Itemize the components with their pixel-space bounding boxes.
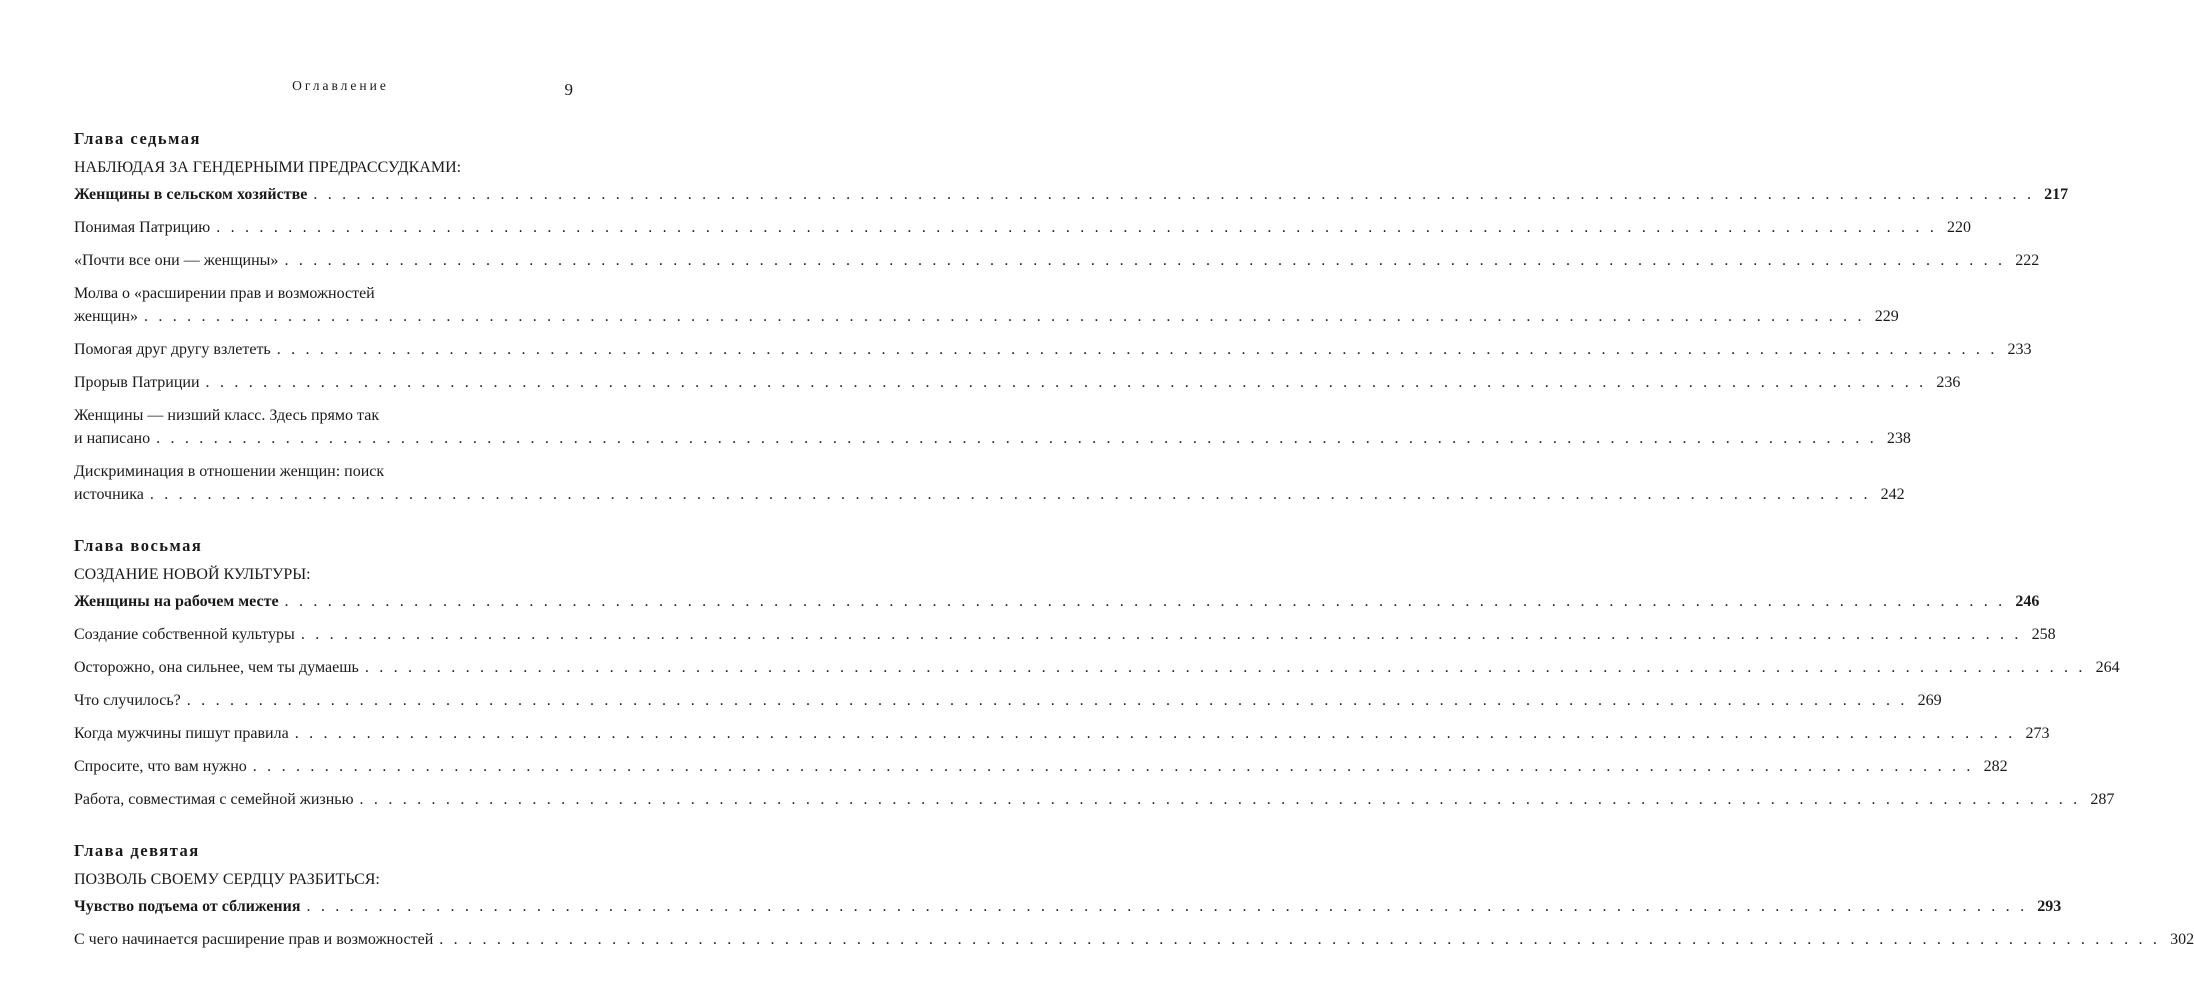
chapter-section [74,127,2069,506]
toc-entry-page: 233 [2007,341,2032,358]
page-number: 9 [564,80,573,99]
dot-leader: . . . . . . . . . . . . . . . . . . . . . . . . . . . . . . . . . . . . . . . . . . . . . . . . . . . . . . . . . . . . . . . . . . . . . . . . . . . . . . . . . . . . . . . . . . . . . . . . . . . . . . . . . . . . . . . . . . . . . . . . [306,898,2028,915]
toc-entry-title: Осторожно, она сильнее, чем ты думаешь [74,659,359,676]
toc-entry-page: 302 [2170,931,2194,948]
toc-entry-line: Молва о «расширении прав и возможностей [74,285,375,302]
dot-leader: . . . . . . . . . . . . . . . . . . . . . . . . . . . . . . . . . . . . . . . . . . . . . . . . . . . . . . . . . . . . . . . . . . . . . . . . . . . . . . . . . . . . . . . . . . . . . . . . . . . . . . . . . . . . . . . . . . . . . . . . [205,374,1927,391]
toc-entry-title: источника [74,486,144,503]
toc-entry-title: Что случилось? [74,692,181,709]
toc-entry[interactable] [74,338,2032,361]
toc-entry-title: С чего начинается расширение прав и возможностей [74,931,434,948]
toc-entry-page: 217 [2044,186,2069,203]
toc-entry-page: 242 [1880,486,1905,503]
toc-entry[interactable] [74,183,2069,206]
toc-entry-page: 282 [1983,758,2008,775]
toc-entry[interactable] [74,404,1911,450]
dot-leader: . . . . . . . . . . . . . . . . . . . . . . . . . . . . . . . . . . . . . . . . . . . . . . . . . . . . . . . . . . . . . . . . . . . . . . . . . . . . . . . . . . . . . . . . . . . . . . . . . . . . . . . . . . . . . . . . . . . . . . . . [284,252,2006,269]
toc-entry-page: 258 [2031,626,2056,643]
toc-entry[interactable] [74,755,2008,778]
toc-entry-page: 264 [2095,659,2120,676]
chapter-title: НАБЛЮДАЯ ЗА ГЕНДЕРНЫМИ ПРЕДРАССУДКАМИ: [74,159,462,176]
toc-entry-title: Женщины в сельском хозяйстве [74,186,308,203]
chapter-label: Глава девятая [74,841,200,860]
dot-leader: . . . . . . . . . . . . . . . . . . . . . . . . . . . . . . . . . . . . . . . . . . . . . . . . . . . . . . . . . . . . . . . . . . . . . . . . . . . . . . . . . . . . . . . . . . . . . . . . . . . . . . . . . . . . . . . . . . . . . . . . [143,308,1865,325]
toc-entry-title: Работа, совместимая с семейной жизнью [74,791,354,808]
toc-entry-title: Когда мужчины пишут правила [74,725,289,742]
toc-entry-page: 220 [1947,219,1972,236]
toc-entry-page: 246 [2015,593,2040,610]
running-head: Оглавление [292,78,389,93]
dot-leader: . . . . . . . . . . . . . . . . . . . . . . . . . . . . . . . . . . . . . . . . . . . . . . . . . . . . . . . . . . . . . . . . . . . . . . . . . . . . . . . . . . . . . . . . . . . . . . . . . . . . . . . . . . . . . . . . . . . . . . . . [313,186,2035,203]
toc-entry[interactable] [74,689,1942,712]
toc-entry[interactable] [74,928,2194,951]
toc-entry[interactable] [74,590,2040,613]
table-of-contents [74,127,2194,979]
toc-entry-line: Женщины — низший класс. Здесь прямо так [74,407,380,424]
toc-entry[interactable] [74,282,1899,328]
dot-leader: . . . . . . . . . . . . . . . . . . . . . . . . . . . . . . . . . . . . . . . . . . . . . . . . . . . . . . . . . . . . . . . . . . . . . . . . . . . . . . . . . . . . . . . . . . . . . . . . . . . . . . . . . . . . . . . . . . . . . . . . [284,593,2006,610]
toc-entry[interactable] [74,460,1905,506]
chapter-title: СОЗДАНИЕ НОВОЙ КУЛЬТУРЫ: [74,566,311,583]
toc-entry[interactable] [74,371,1961,394]
toc-entry[interactable] [74,722,2050,745]
toc-entry-title: Помогая друг другу взлететь [74,341,271,358]
toc-entry-title: Чувство подъема от сближения [74,898,301,915]
dot-leader: . . . . . . . . . . . . . . . . . . . . . . . . . . . . . . . . . . . . . . . . . . . . . . . . . . . . . . . . . . . . . . . . . . . . . . . . . . . . . . . . . . . . . . . . . . . . . . . . . . . . . . . . . . . . . . . . . . . . . . . . [186,692,1908,709]
toc-entry-page: 229 [1874,308,1899,325]
toc-entry-title: Прорыв Патриции [74,374,200,391]
chapter-title: ПОЗВОЛЬ СВОЕМУ СЕРДЦУ РАЗБИТЬСЯ: [74,871,380,888]
toc-entry[interactable] [74,249,2040,272]
toc-entry-title: женщин» [74,308,138,325]
toc-entry-page: 238 [1886,430,1911,447]
chapter-section [74,839,2194,951]
dot-leader: . . . . . . . . . . . . . . . . . . . . . . . . . . . . . . . . . . . . . . . . . . . . . . . . . . . . . . . . . . . . . . . . . . . . . . . . . . . . . . . . . . . . . . . . . . . . . . . . . . . . . . . . . . . . . . . . . . . . . . . . [300,626,2022,643]
toc-entry[interactable] [74,656,2120,679]
toc-entry[interactable] [74,788,2115,811]
toc-entry-page: 273 [2025,725,2050,742]
toc-entry[interactable] [74,216,1972,239]
toc-entry-title: Создание собственной культуры [74,626,295,643]
dot-leader: . . . . . . . . . . . . . . . . . . . . . . . . . . . . . . . . . . . . . . . . . . . . . . . . . . . . . . . . . . . . . . . . . . . . . . . . . . . . . . . . . . . . . . . . . . . . . . . . . . . . . . . . . . . . . . . . . . . . . . . . [364,659,2086,676]
toc-entry-page: 269 [1917,692,1942,709]
dot-leader: . . . . . . . . . . . . . . . . . . . . . . . . . . . . . . . . . . . . . . . . . . . . . . . . . . . . . . . . . . . . . . . . . . . . . . . . . . . . . . . . . . . . . . . . . . . . . . . . . . . . . . . . . . . . . . . . . . . . . . . . [294,725,2016,742]
toc-entry-page: 293 [2037,898,2062,915]
toc-entry-title: и написано [74,430,151,447]
dot-leader: . . . . . . . . . . . . . . . . . . . . . . . . . . . . . . . . . . . . . . . . . . . . . . . . . . . . . . . . . . . . . . . . . . . . . . . . . . . . . . . . . . . . . . . . . . . . . . . . . . . . . . . . . . . . . . . . . . . . . . . . [252,758,1974,775]
dot-leader: . . . . . . . . . . . . . . . . . . . . . . . . . . . . . . . . . . . . . . . . . . . . . . . . . . . . . . . . . . . . . . . . . . . . . . . . . . . . . . . . . . . . . . . . . . . . . . . . . . . . . . . . . . . . . . . . . . . . . . . . [156,430,1877,447]
toc-entry-page: 236 [1936,374,1961,391]
chapter-label: Глава седьмая [74,129,201,148]
toc-entry-line: Дискриминация в отношении женщин: поиск [74,463,385,480]
toc-entry-title: «Почти все они — женщины» [74,252,279,269]
dot-leader: . . . . . . . . . . . . . . . . . . . . . . . . . . . . . . . . . . . . . . . . . . . . . . . . . . . . . . . . . . . . . . . . . . . . . . . . . . . . . . . . . . . . . . . . . . . . . . . . . . . . . . . . . . . . . . . . . . . . . . . . [359,791,2081,808]
chapter-section [74,534,2120,811]
dot-leader: . . . . . . . . . . . . . . . . . . . . . . . . . . . . . . . . . . . . . . . . . . . . . . . . . . . . . . . . . . . . . . . . . . . . . . . . . . . . . . . . . . . . . . . . . . . . . . . . . . . . . . . . . . . . . . . . . . . . . . . . [276,341,1998,358]
dot-leader: . . . . . . . . . . . . . . . . . . . . . . . . . . . . . . . . . . . . . . . . . . . . . . . . . . . . . . . . . . . . . . . . . . . . . . . . . . . . . . . . . . . . . . . . . . . . . . . . . . . . . . . . . . . . . . . . . . . . . . . . [216,219,1938,236]
toc-entry-page: 287 [2090,791,2115,808]
toc-entry[interactable] [74,623,2056,646]
toc-entry[interactable] [74,895,2062,918]
dot-leader: . . . . . . . . . . . . . . . . . . . . . . . . . . . . . . . . . . . . . . . . . . . . . . . . . . . . . . . . . . . . . . . . . . . . . . . . . . . . . . . . . . . . . . . . . . . . . . . . . . . . . . . . . . . . . . . . . . . . . . . . [149,486,1871,503]
toc-entry-title: Женщины на рабочем месте [74,593,279,610]
toc-entry-page: 222 [2015,252,2040,269]
chapter-label: Глава восьмая [74,536,203,555]
toc-entry-title: Понимая Патрицию [74,219,211,236]
toc-entry-title: Спросите, что вам нужно [74,758,247,775]
dot-leader: . . . . . . . . . . . . . . . . . . . . . . . . . . . . . . . . . . . . . . . . . . . . . . . . . . . . . . . . . . . . . . . . . . . . . . . . . . . . . . . . . . . . . . . . . . . . . . . . . . . . . . . . . . . . . . . . . . . . . . . . [439,931,2161,948]
